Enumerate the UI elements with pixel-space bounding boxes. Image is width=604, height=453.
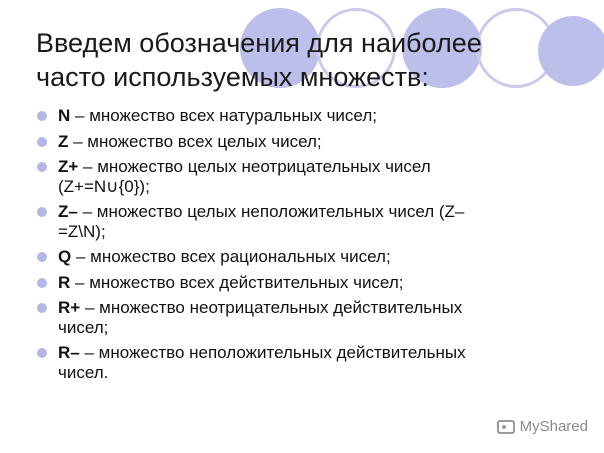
set-symbol: Z xyxy=(58,131,69,151)
set-description: – множество неположительных действительных xyxy=(84,343,466,362)
set-description: – множество целых неотрицательных чисел xyxy=(83,157,431,176)
set-description-cont: =Z\N); xyxy=(58,221,106,241)
bullet-icon xyxy=(37,303,47,313)
bullet-icon xyxy=(37,111,47,121)
list-item xyxy=(36,157,576,196)
set-symbol: Z– xyxy=(58,202,78,221)
set-symbol: R xyxy=(58,272,71,292)
set-description: – множество всех целых чисел; xyxy=(73,131,322,151)
title-line: часто используемых множеств: xyxy=(36,62,429,92)
list-item xyxy=(36,106,576,126)
list-item xyxy=(36,202,576,241)
set-symbol: N xyxy=(58,106,71,125)
set-description-cont: чисел. xyxy=(58,362,109,382)
bullet-icon xyxy=(37,137,47,147)
bullet-icon xyxy=(37,207,47,217)
set-description: – множество всех действительных чисел; xyxy=(75,272,404,292)
list-item xyxy=(36,298,576,337)
set-description-cont: (Z+=N∪{0}); xyxy=(58,176,150,196)
list-item xyxy=(36,132,576,152)
list-item xyxy=(36,247,576,267)
set-description: – множество неотрицательных действительных xyxy=(84,298,463,317)
list-item xyxy=(36,273,576,293)
bullet-icon xyxy=(37,278,47,288)
title-line: Введем обозначения для наиболее xyxy=(36,28,482,58)
set-description: – множество всех натуральных чисел; xyxy=(75,106,377,125)
bullet-icon xyxy=(37,348,47,358)
set-symbol: Z+ xyxy=(58,157,79,176)
list-item xyxy=(36,343,576,382)
set-symbol: R– xyxy=(58,343,80,362)
set-symbol: Q xyxy=(58,247,72,266)
watermark-text: MyShared xyxy=(519,418,588,435)
slideshow-icon xyxy=(497,420,515,434)
definitions-list xyxy=(36,106,576,388)
slide-title xyxy=(36,26,556,94)
set-description-cont: чисел; xyxy=(58,317,109,337)
set-description: – множество всех рациональных чисел; xyxy=(75,247,391,266)
set-symbol: R+ xyxy=(58,298,81,317)
set-description: – множество целых неположительных чисел (Z– xyxy=(82,202,465,221)
watermark xyxy=(497,418,588,435)
bullet-icon xyxy=(37,162,47,172)
bullet-icon xyxy=(37,252,47,262)
